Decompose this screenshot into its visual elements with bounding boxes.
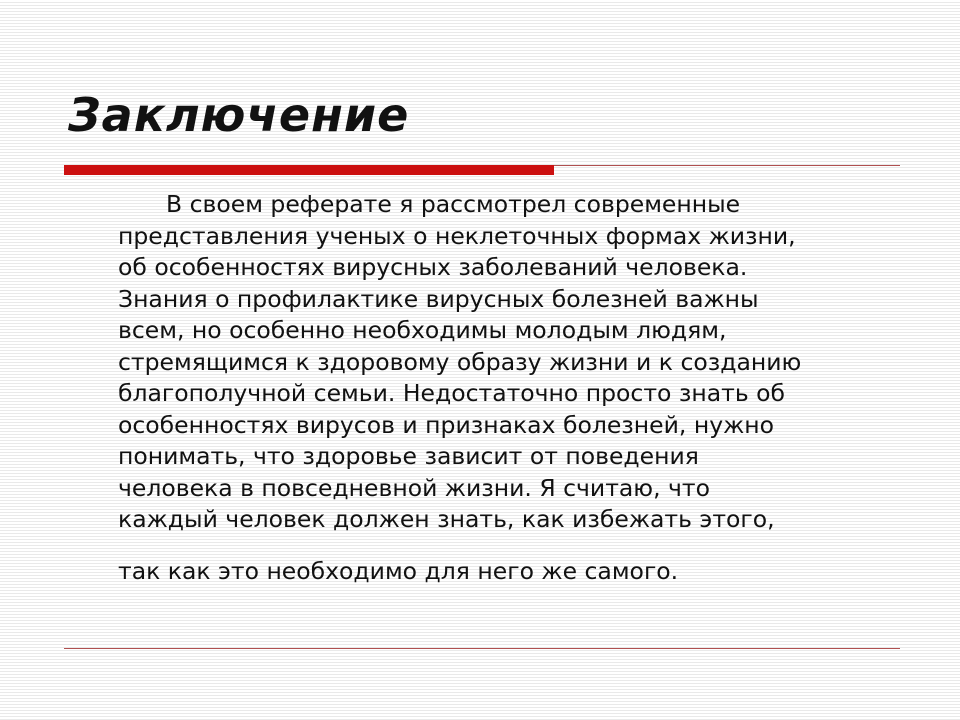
body-line: особенностях вирусов и признаках болезней, нужно bbox=[118, 410, 775, 439]
body-line: благополучной семьи. Недостаточно просто знать об bbox=[118, 379, 786, 407]
body-paragraph bbox=[118, 189, 908, 587]
body-line: так как это необходимо для него же самого. bbox=[118, 556, 679, 585]
body-line: понимать, что здоровье зависит от поведения bbox=[118, 442, 699, 470]
slide-title: Заключение bbox=[68, 88, 410, 142]
body-line: всем, но особенно необходимы молодым людям, bbox=[118, 316, 727, 344]
body-line: каждый человек должен знать, как избежать этого, bbox=[118, 505, 775, 533]
body-line: В своем реферате я рассмотрел современные bbox=[166, 190, 741, 218]
title-underline-accent bbox=[64, 165, 554, 175]
body-line: об особенностях вирусных заболеваний человека. bbox=[118, 253, 748, 281]
body-line: человека в повседневной жизни. Я считаю, что bbox=[118, 473, 710, 502]
body-line: представления ученых о неклеточных формах жизни, bbox=[118, 221, 796, 250]
footer-rule bbox=[64, 648, 900, 649]
body-line: Знания о профилактике вирусных болезней важны bbox=[118, 284, 759, 313]
body-line: стремящимся к здоровому образу жизни и к созданию bbox=[118, 347, 802, 376]
